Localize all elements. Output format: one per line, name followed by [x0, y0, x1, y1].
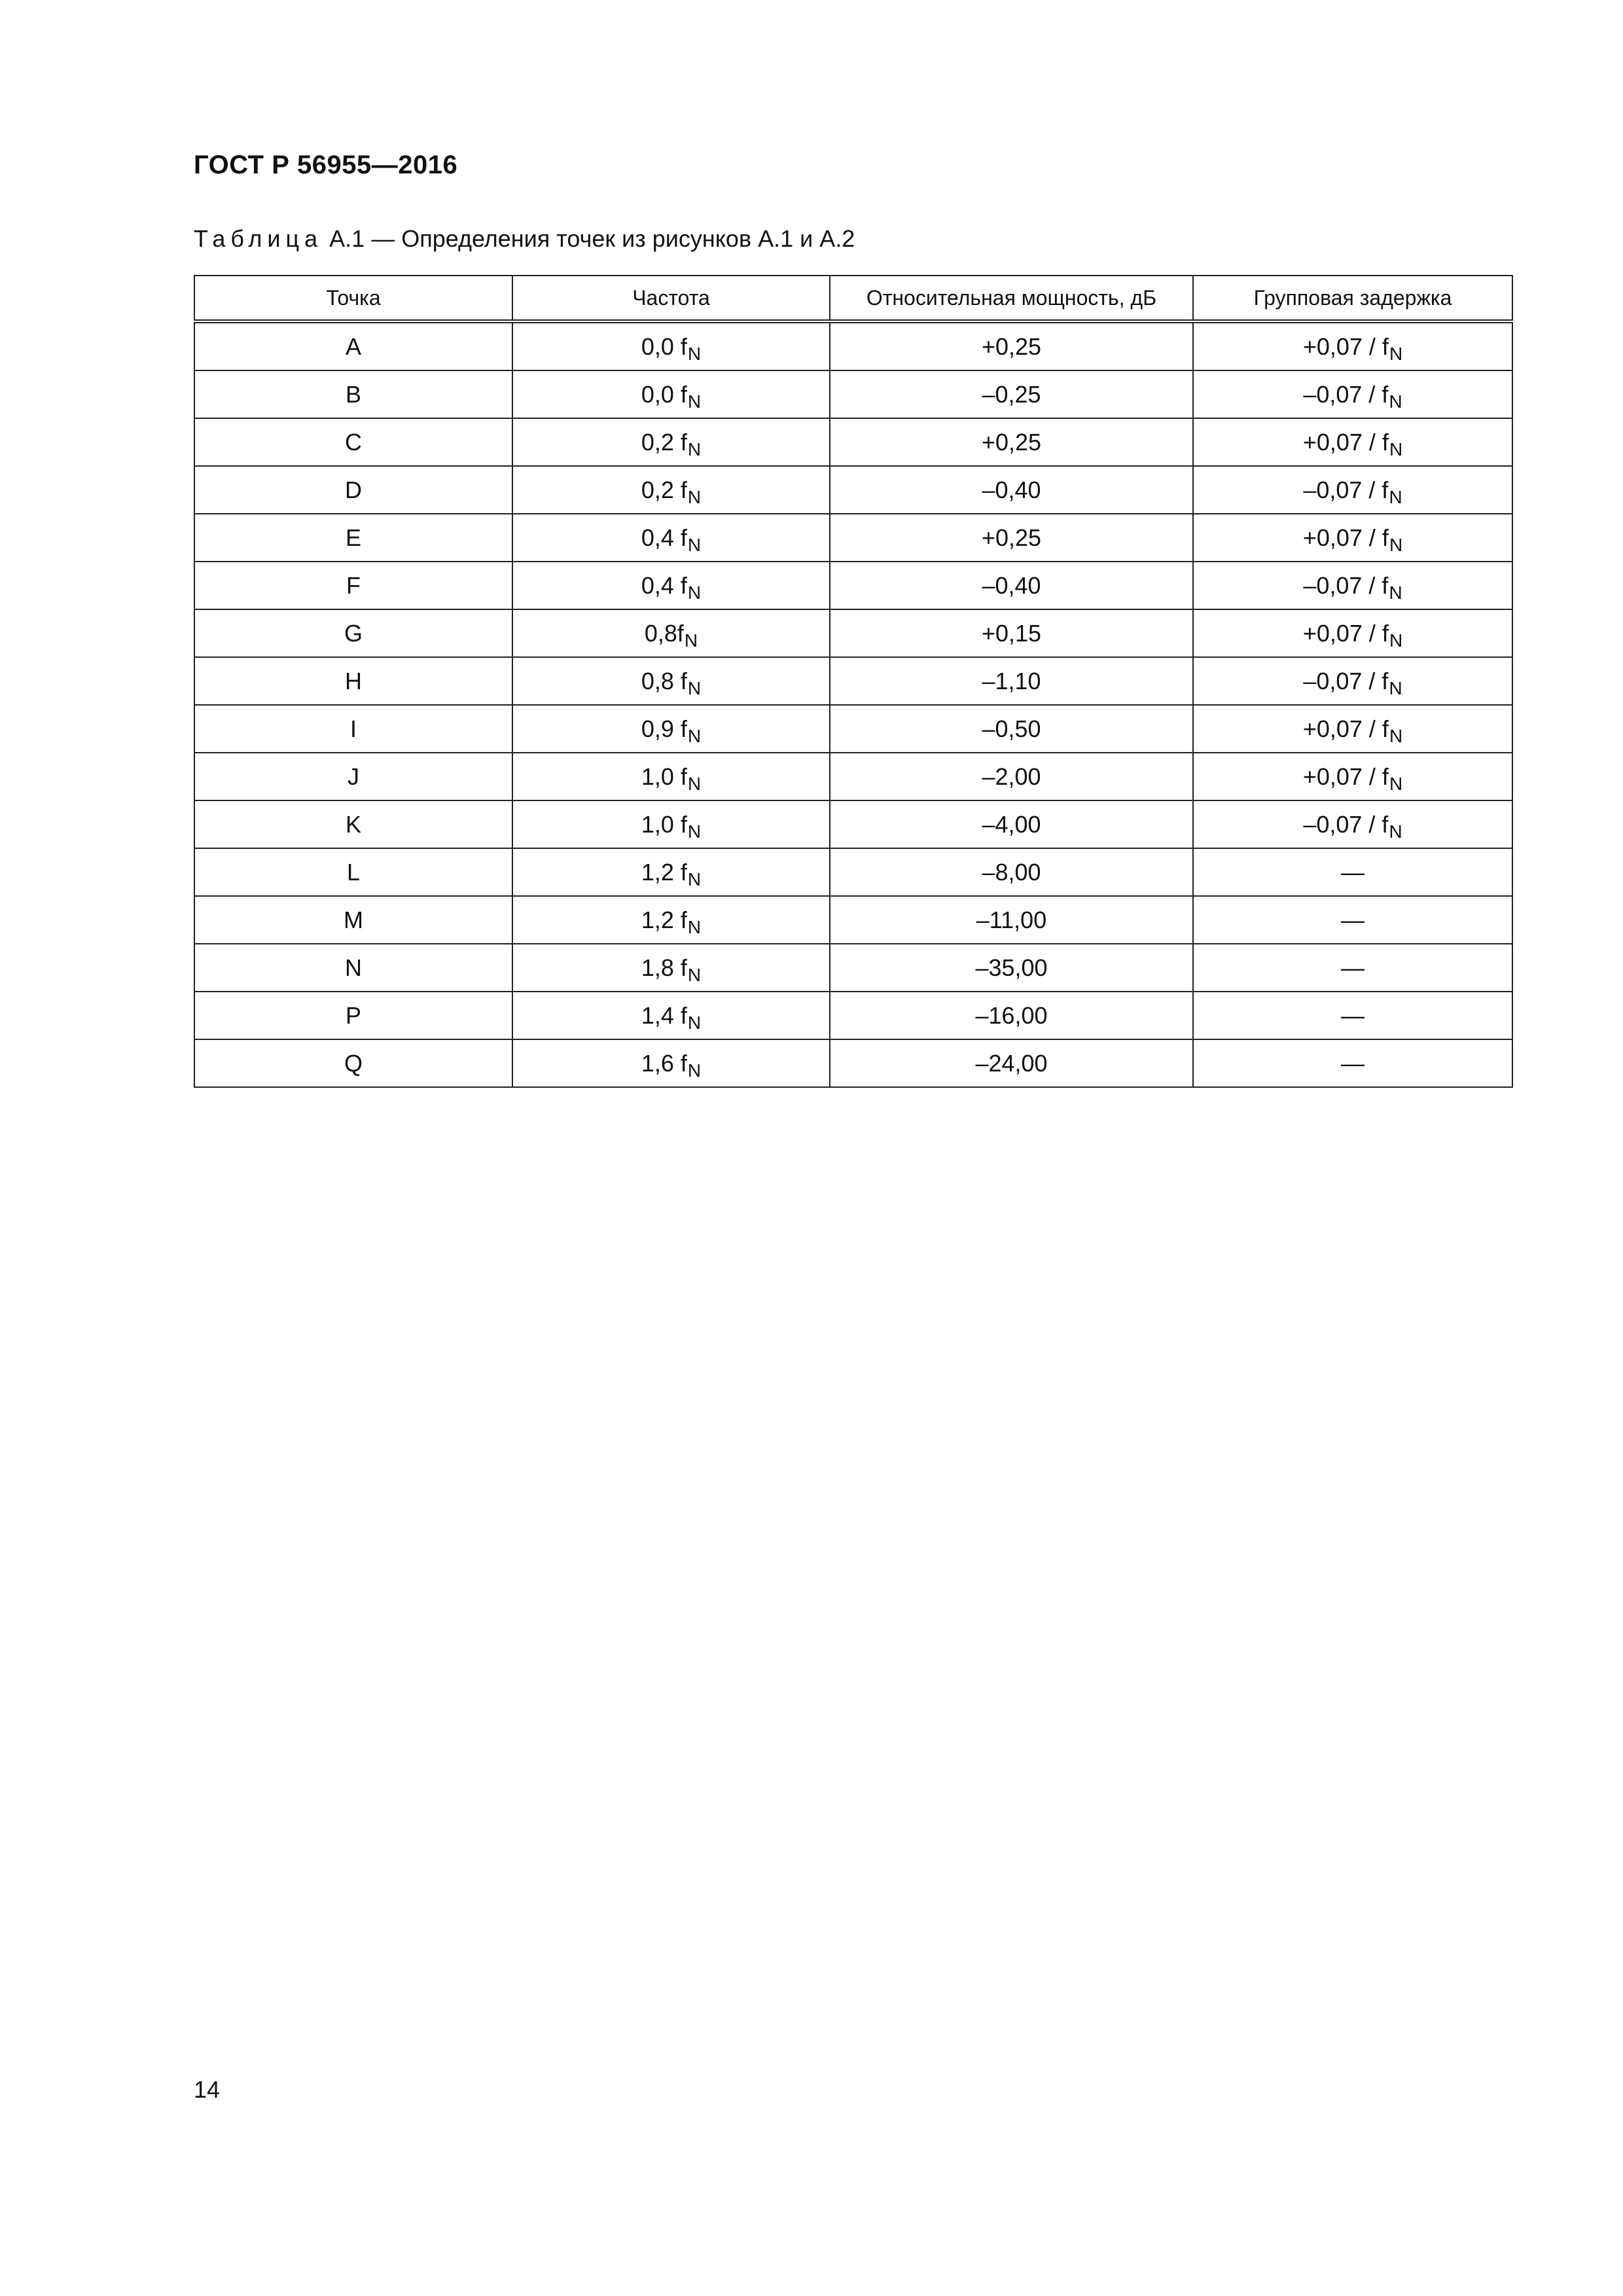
cell-group-delay — [1193, 466, 1512, 514]
cell-group-delay — [1193, 896, 1512, 944]
group-delay-value: –0,07 / f — [1303, 571, 1389, 599]
group-delay-subscript: N — [1389, 725, 1403, 746]
group-delay-value: –0,07 / f — [1303, 476, 1389, 503]
cell-relative-power: –2,00 — [830, 753, 1193, 800]
page-number: 14 — [194, 2076, 221, 2103]
cell-group-delay — [1193, 848, 1512, 896]
cell-point: J — [194, 753, 512, 800]
table-row — [194, 1039, 1512, 1087]
cell-relative-power: –16,00 — [830, 992, 1193, 1039]
frequency-value: 1,0 f — [641, 762, 687, 790]
cell-relative-power: –0,40 — [830, 562, 1193, 609]
table-row — [194, 514, 1512, 562]
group-delay-value: +0,07 / f — [1302, 332, 1389, 360]
group-delay-value: –0,07 / f — [1303, 810, 1389, 838]
group-delay-value: +0,07 / f — [1302, 524, 1389, 551]
cell-relative-power: –1,10 — [830, 657, 1193, 705]
cell-group-delay — [1193, 705, 1512, 753]
cell-group-delay — [1193, 657, 1512, 705]
group-delay-value: –0,07 / f — [1303, 380, 1389, 408]
frequency-subscript: N — [687, 1012, 702, 1033]
frequency-value: 0,8 f — [641, 667, 687, 694]
cell-frequency — [512, 657, 830, 705]
frequency-subscript: N — [687, 1060, 702, 1081]
frequency-value: 1,4 f — [641, 1001, 687, 1029]
cell-group-delay — [1193, 514, 1512, 562]
table-row — [194, 657, 1512, 705]
table-container — [194, 275, 1512, 1088]
frequency-subscript: N — [687, 343, 702, 364]
frequency-value: 0,0 f — [641, 332, 687, 360]
frequency-value: 1,8 f — [641, 954, 687, 981]
cell-frequency — [512, 514, 830, 562]
cell-point: E — [194, 514, 512, 562]
cell-frequency — [512, 418, 830, 466]
frequency-value: 0,2 f — [641, 428, 687, 456]
cell-relative-power: –8,00 — [830, 848, 1193, 896]
points-table — [194, 275, 1513, 1088]
cell-frequency — [512, 321, 830, 370]
document-header: ГОСТ Р 56955—2016 — [194, 151, 458, 179]
column-header-frequency: Частота — [512, 276, 830, 321]
cell-frequency — [512, 896, 830, 944]
cell-point: M — [194, 896, 512, 944]
cell-relative-power: –11,00 — [830, 896, 1193, 944]
frequency-subscript: N — [687, 486, 702, 507]
frequency-subscript: N — [687, 821, 702, 842]
frequency-value: 0,2 f — [641, 476, 687, 503]
group-delay-subscript: N — [1389, 439, 1403, 459]
cell-point: C — [194, 418, 512, 466]
cell-point: A — [194, 321, 512, 370]
frequency-value: 1,2 f — [641, 906, 687, 933]
cell-group-delay — [1193, 321, 1512, 370]
frequency-value: 0,4 f — [641, 524, 687, 551]
group-delay-value: +0,07 / f — [1302, 762, 1389, 790]
cell-point: F — [194, 562, 512, 609]
table-caption-text: А.1 — Определения точек из рисунков А.1 и А.2 — [323, 225, 855, 252]
group-delay-subscript: N — [1389, 486, 1402, 507]
group-delay-subscript: N — [1389, 391, 1402, 412]
frequency-subscript: N — [687, 916, 702, 937]
cell-relative-power: +0,25 — [830, 514, 1193, 562]
group-delay-value: +0,07 / f — [1302, 619, 1389, 647]
cell-frequency — [512, 848, 830, 896]
group-delay-subscript: N — [1389, 773, 1403, 794]
frequency-value: 1,6 f — [641, 1049, 687, 1077]
cell-group-delay — [1193, 370, 1512, 418]
frequency-subscript: N — [687, 964, 702, 985]
cell-group-delay — [1193, 1039, 1512, 1087]
cell-point: K — [194, 800, 512, 848]
table-body — [194, 321, 1512, 1087]
cell-point: G — [194, 609, 512, 657]
frequency-subscript: N — [684, 630, 698, 651]
frequency-subscript: N — [687, 439, 702, 459]
table-row — [194, 800, 1512, 848]
group-delay-value: — — [1341, 954, 1364, 981]
group-delay-value: — — [1341, 906, 1364, 933]
table-row — [194, 848, 1512, 896]
table-row — [194, 944, 1512, 992]
group-delay-subscript: N — [1389, 582, 1402, 603]
cell-frequency — [512, 562, 830, 609]
cell-frequency — [512, 609, 830, 657]
group-delay-value: — — [1341, 858, 1364, 886]
frequency-value: 0,4 f — [641, 571, 687, 599]
cell-frequency — [512, 1039, 830, 1087]
frequency-subscript: N — [687, 869, 702, 889]
table-row — [194, 418, 1512, 466]
group-delay-subscript: N — [1389, 630, 1403, 651]
cell-group-delay — [1193, 562, 1512, 609]
cell-frequency — [512, 800, 830, 848]
frequency-subscript: N — [687, 677, 702, 698]
group-delay-subscript: N — [1389, 534, 1403, 555]
group-delay-value: — — [1341, 1049, 1364, 1077]
table-row — [194, 992, 1512, 1039]
table-row — [194, 466, 1512, 514]
frequency-subscript: N — [687, 534, 702, 555]
table-row — [194, 896, 1512, 944]
frequency-subscript: N — [687, 391, 702, 412]
frequency-value: 0,0 f — [641, 380, 687, 408]
cell-relative-power: –0,25 — [830, 370, 1193, 418]
column-header-relative-power: Относительная мощность, дБ — [830, 276, 1193, 321]
cell-frequency — [512, 370, 830, 418]
group-delay-value: +0,07 / f — [1302, 715, 1389, 742]
table-caption — [194, 225, 855, 253]
frequency-subscript: N — [687, 773, 702, 794]
group-delay-value: — — [1341, 1001, 1364, 1029]
cell-point: P — [194, 992, 512, 1039]
cell-group-delay — [1193, 800, 1512, 848]
column-header-group-delay: Групповая задержка — [1193, 276, 1512, 321]
table-row — [194, 609, 1512, 657]
cell-group-delay — [1193, 992, 1512, 1039]
cell-frequency — [512, 992, 830, 1039]
cell-relative-power: –24,00 — [830, 1039, 1193, 1087]
cell-frequency — [512, 944, 830, 992]
frequency-value: 0,8f — [644, 619, 684, 647]
frequency-value: 1,0 f — [641, 810, 687, 838]
group-delay-value: –0,07 / f — [1303, 667, 1389, 694]
cell-group-delay — [1193, 609, 1512, 657]
cell-group-delay — [1193, 753, 1512, 800]
table-row — [194, 705, 1512, 753]
table-row — [194, 321, 1512, 370]
group-delay-subscript: N — [1389, 343, 1403, 364]
frequency-subscript: N — [687, 582, 702, 603]
group-delay-subscript: N — [1389, 677, 1402, 698]
cell-point: N — [194, 944, 512, 992]
cell-relative-power: +0,25 — [830, 418, 1193, 466]
column-header-point: Точка — [194, 276, 512, 321]
table-row — [194, 562, 1512, 609]
table-row — [194, 753, 1512, 800]
cell-relative-power: –35,00 — [830, 944, 1193, 992]
frequency-subscript: N — [687, 725, 702, 746]
cell-relative-power: +0,25 — [830, 321, 1193, 370]
table-caption-label: Таблица — [194, 225, 323, 252]
cell-group-delay — [1193, 944, 1512, 992]
cell-point: I — [194, 705, 512, 753]
table-row — [194, 370, 1512, 418]
cell-point: D — [194, 466, 512, 514]
frequency-value: 1,2 f — [641, 858, 687, 886]
cell-relative-power: –4,00 — [830, 800, 1193, 848]
cell-group-delay — [1193, 418, 1512, 466]
cell-relative-power: +0,15 — [830, 609, 1193, 657]
cell-frequency — [512, 753, 830, 800]
cell-point: L — [194, 848, 512, 896]
cell-relative-power: –0,40 — [830, 466, 1193, 514]
cell-point: Q — [194, 1039, 512, 1087]
cell-relative-power: –0,50 — [830, 705, 1193, 753]
cell-frequency — [512, 466, 830, 514]
cell-frequency — [512, 705, 830, 753]
cell-point: B — [194, 370, 512, 418]
cell-point: H — [194, 657, 512, 705]
frequency-value: 0,9 f — [641, 715, 687, 742]
group-delay-subscript: N — [1389, 821, 1402, 842]
group-delay-value: +0,07 / f — [1302, 428, 1389, 456]
table-header-row — [194, 276, 1512, 321]
